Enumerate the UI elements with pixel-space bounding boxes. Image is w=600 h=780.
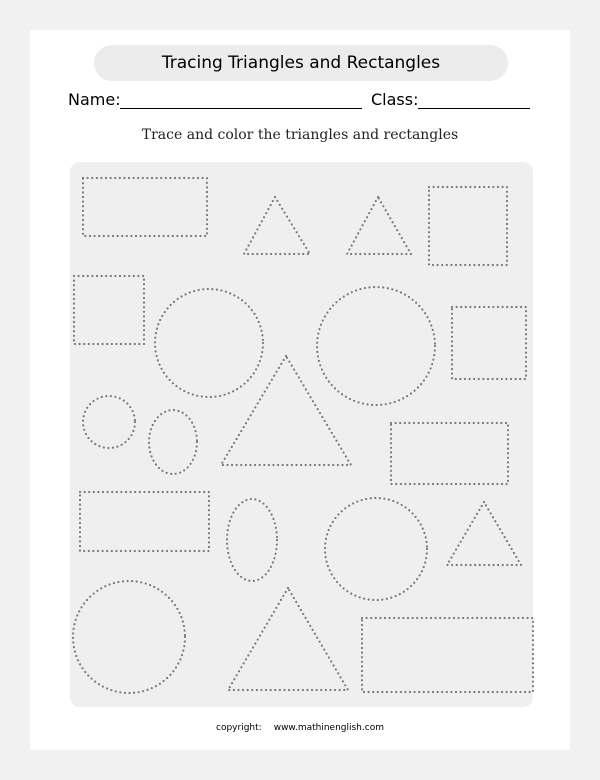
class-label: Class: xyxy=(371,90,419,109)
dotted-triangle-3 xyxy=(221,356,351,465)
dotted-rectangle-6 xyxy=(80,492,209,551)
dotted-rectangle-5 xyxy=(391,423,508,484)
dotted-circle-1 xyxy=(155,289,263,397)
name-label: Name: xyxy=(68,90,121,109)
dotted-triangle-5 xyxy=(228,588,348,690)
copyright-website: www.mathinenglish.com xyxy=(273,723,384,733)
dotted-ellipse-2 xyxy=(227,499,277,581)
dotted-circle-3 xyxy=(83,396,135,448)
dotted-triangle-4 xyxy=(447,502,521,565)
instruction-text: Trace and color the triangles and rectangles xyxy=(141,127,459,143)
dotted-rectangle-1 xyxy=(83,178,207,236)
dotted-rectangle-4 xyxy=(452,307,526,379)
dotted-ellipse-1 xyxy=(149,410,197,474)
dotted-rectangle-7 xyxy=(362,618,533,692)
dotted-triangle-1 xyxy=(244,197,310,254)
dotted-circle-2 xyxy=(317,287,435,405)
dotted-triangle-2 xyxy=(347,197,411,254)
worksheet-title: Tracing Triangles and Rectangles xyxy=(94,45,508,81)
dotted-rectangle-2 xyxy=(429,187,507,265)
dotted-circle-5 xyxy=(73,581,185,693)
dotted-circle-4 xyxy=(325,498,427,600)
dotted-rectangle-3 xyxy=(74,276,144,344)
copyright-label: copyright: xyxy=(216,723,262,733)
